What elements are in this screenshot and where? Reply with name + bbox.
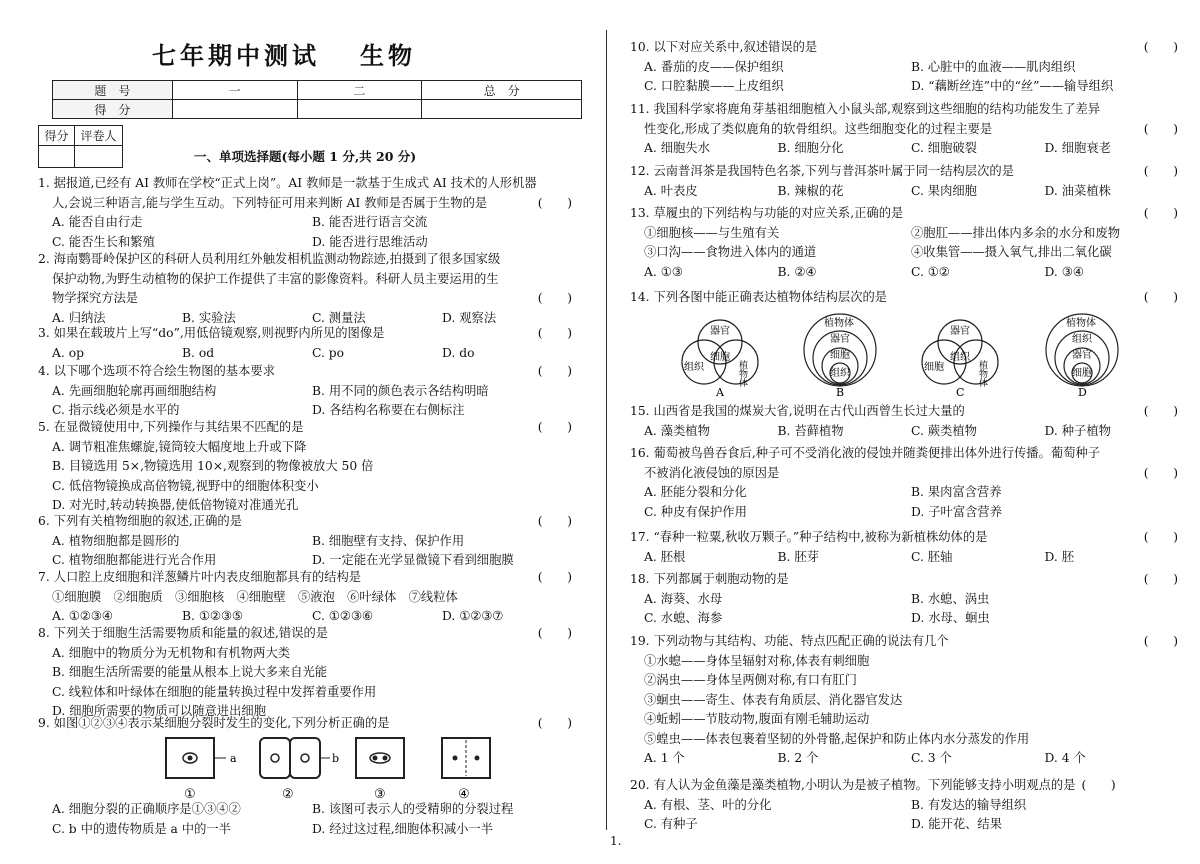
structure-levels-figure (680, 312, 1150, 400)
answer-paren[interactable]: ( ) (537, 326, 572, 340)
question-17 (630, 528, 1178, 567)
label-tissue: 组织 (950, 352, 970, 363)
score-cell: 一 (172, 81, 297, 100)
question-stem: ①细胞膜 ②细胞质 ③细胞核 ④细胞壁 ⑤液泡 ⑥叶绿体 ⑦线粒体 (52, 589, 458, 604)
label-plant: 植物体 (737, 360, 747, 387)
fig-label-1: ① (184, 787, 196, 802)
option-a[interactable]: A. 番茄的皮——保护组织 (644, 59, 784, 74)
question-stem: 11. 我国科学家将鹿角芽基祖细胞植入小鼠头部,观察到这些细胞的结构功能发生了差异 (630, 102, 1101, 116)
question-stem (630, 38, 1178, 58)
option-c[interactable]: C. 细胞破裂 (911, 141, 977, 155)
label-organ: 器官 (950, 326, 970, 337)
score-input-cell[interactable] (422, 100, 582, 119)
option-c[interactable]: C. 3 个 (911, 751, 952, 765)
option-d[interactable]: D. 各结构名称要在右侧标注 (312, 403, 465, 417)
answer-paren[interactable]: ( ) (1143, 290, 1178, 304)
option-b[interactable]: B. 有发达的输导组织 (911, 797, 1027, 812)
option-c[interactable]: C. b 中的遗传物质是 a 中的一半 (52, 821, 231, 836)
column-divider (606, 30, 607, 830)
stem-text: 20. 有人认为金鱼藻是藻类植物,小明认为是被子植物。下列能够支持小明观点的是 (630, 778, 1076, 792)
options (630, 548, 1178, 568)
option-b[interactable]: B. 苔藓植物 (777, 423, 844, 438)
option-a[interactable]: A. 细胞分裂的正确顺序是①③④② (52, 802, 241, 816)
option-a[interactable]: A. 有根、茎、叶的分化 (644, 797, 772, 812)
option-b[interactable]: B. ②④ (777, 264, 817, 279)
options (630, 590, 1178, 629)
question-stem (630, 204, 1178, 224)
stem-text: 15. 山西省是我国的煤炭大省,说明在古代山西曾生长过大量的 (630, 404, 965, 418)
diagram-a (682, 320, 758, 399)
statement-2: ②涡虫——身体呈两侧对称,有口有肛门 (644, 673, 857, 687)
question-11 (630, 100, 1178, 159)
stem-text: 13. 草履虫的下列结构与功能的对应关系,正确的是 (630, 206, 904, 220)
stem-text: 19. 下列动物与其结构、功能、特点匹配正确的说法有几个 (630, 634, 949, 648)
title-main: 七年期中测试 (152, 42, 320, 70)
answer-paren[interactable]: ( ) (1143, 121, 1178, 136)
option-b[interactable]: B. 能否进行语言交流 (312, 215, 428, 229)
label-cell: 细胞 (830, 350, 850, 361)
options (38, 382, 572, 421)
answer-paren[interactable]: ( ) (1143, 572, 1178, 586)
question-12 (630, 162, 1178, 201)
option-d[interactable]: D. 4 个 (1044, 751, 1086, 765)
question-14 (630, 288, 1178, 308)
question-stem (38, 568, 572, 588)
statement-4: ④收集管——摄入氧气,排出二氧化碳 (911, 245, 1112, 259)
question-10 (630, 38, 1178, 97)
option-d[interactable]: D. 子叶富含营养 (911, 504, 1003, 519)
score-input-cell[interactable] (172, 100, 297, 119)
options (630, 263, 1178, 283)
question-stem (630, 120, 1178, 140)
question-1 (38, 174, 572, 252)
question-7 (38, 568, 572, 627)
answer-paren[interactable]: ( ) (1081, 778, 1116, 792)
option-d[interactable]: D. 水母、蛔虫 (911, 611, 990, 625)
stem-text: 不被消化液侵蚀的原因是 (644, 465, 780, 480)
option-b[interactable]: B. 细胞生活所需要的能量从根本上说大多来自光能 (52, 665, 328, 679)
option-label-c[interactable]: C (956, 386, 965, 399)
exam-title (152, 36, 416, 71)
option-a[interactable]: A. op (52, 345, 84, 360)
option-a[interactable]: A. 归纳法 (52, 310, 106, 325)
option-c[interactable]: C. 口腔黏膜——上皮组织 (644, 79, 784, 93)
diagram-d (1046, 314, 1118, 399)
label-a: a (230, 752, 237, 765)
cell-stage-3 (356, 738, 404, 802)
option-c[interactable]: C. ①② (911, 264, 950, 279)
answer-paren[interactable]: ( ) (537, 195, 572, 210)
option-d[interactable]: D. 细胞衰老 (1044, 141, 1111, 155)
answer-paren[interactable]: ( ) (537, 291, 572, 305)
answer-paren[interactable]: ( ) (537, 420, 572, 434)
question-stem (38, 289, 572, 309)
option-label-b[interactable]: B (836, 386, 845, 399)
question-16 (630, 444, 1178, 522)
option-d[interactable]: D. 种子植物 (1044, 423, 1111, 438)
option-a[interactable]: A. 1 个 (644, 751, 685, 765)
option-label-d[interactable]: D (1078, 386, 1087, 399)
statement-1: ①水螅——身体呈辐射对称,体表有刺细胞 (644, 653, 870, 668)
options (38, 344, 572, 364)
question-stem (630, 402, 1178, 422)
option-a[interactable]: A. 胚能分裂和分化 (644, 485, 747, 499)
cell-stage-2 (260, 738, 339, 802)
grader-reviewer-label: 评卷人 (75, 126, 123, 146)
question-stem: 保护动物,为野生动植物的保护工作提供了丰富的影像资料。科研人员主要运用的生 (52, 271, 499, 286)
option-b[interactable]: B. 2 个 (777, 751, 819, 765)
label-plant: 植物体 (977, 360, 987, 387)
fig-label-3: ③ (374, 787, 386, 802)
question-stem (38, 714, 572, 734)
option-b[interactable]: B. 用不同的颜色表示各结构明暗 (312, 383, 489, 398)
score-table (52, 80, 582, 119)
stem-text: 10. 以下对应关系中,叙述错误的是 (630, 40, 818, 54)
stem-text: 9. 如图①②③④表示某细胞分裂时发生的变化,下列分析正确的是 (38, 716, 390, 730)
option-d[interactable]: D. 能开花、结果 (911, 817, 1003, 831)
statement-5: ⑤蝗虫——体表包裹着坚韧的外骨骼,起保护和防止体内水分蒸发的作用 (644, 731, 1030, 746)
question-2 (38, 250, 572, 328)
option-c[interactable]: C. 植物细胞都能进行光合作用 (52, 553, 217, 567)
question-stem (630, 570, 1178, 590)
option-d[interactable]: D. do (442, 345, 475, 360)
question-stem (630, 162, 1178, 182)
label-tissue: 组织 (1072, 334, 1092, 345)
stem-text: 17. “春种一粒粟,秋收万颗子。”种子结构中,被称为新植株幼体的是 (630, 530, 988, 544)
statement-3: ③蛔虫——寄生、体表有角质层、消化器官发达 (644, 692, 903, 707)
option-c[interactable]: C. 低倍物镜换成高倍物镜,视野中的细胞体积变小 (52, 478, 319, 493)
option-c[interactable]: C. 指示线必须是水平的 (52, 403, 180, 417)
option-d[interactable]: D. 油菜植株 (1044, 183, 1111, 198)
option-c[interactable]: C. 种皮有保护作用 (644, 504, 747, 519)
diagram-b (804, 314, 876, 399)
stem-text: 性变化,形成了类似鹿角的软骨组织。这些细胞变化的过程主要是 (644, 121, 993, 136)
statement-3: ③口沟——食物进入体内的通道 (644, 245, 817, 259)
option-c[interactable]: C. 能否生长和繁殖 (52, 234, 155, 249)
question-stem (630, 288, 1178, 308)
grader-box (38, 125, 123, 168)
option-b[interactable]: B. 水螅、涡虫 (911, 591, 990, 606)
stem-text: 3. 如果在载玻片上写“do”,用低倍镜观察,则视野内所见的图像是 (38, 326, 385, 340)
option-c[interactable]: C. 线粒体和叶绿体在细胞的能量转换过程中发挥着重要作用 (52, 684, 377, 699)
option-a[interactable]: A. 细胞失水 (644, 141, 710, 155)
option-b[interactable]: B. 辣椒的花 (777, 183, 844, 198)
stem-text: 物学探究方法是 (52, 291, 139, 305)
grader-score-label: 得分 (39, 126, 75, 146)
question-stem: 2. 海南鹦哥岭保护区的科研人员利用红外触发相机监测动物踪迹,拍摄到了很多国家级 (38, 252, 501, 266)
fig-label-4: ④ (458, 787, 470, 802)
question-stem (630, 528, 1178, 548)
question-13 (630, 204, 1178, 282)
answer-paren[interactable]: ( ) (537, 364, 572, 378)
label-tissue: 组织 (684, 362, 704, 373)
option-a[interactable]: A. 能否自由行走 (52, 215, 143, 229)
score-cell: 题 号 (53, 81, 173, 100)
stem-text: 12. 云南普洱茶是我国特色名茶,下列与普洱茶叶属于同一结构层次的是 (630, 164, 1014, 178)
option-label-a[interactable]: A (716, 386, 724, 399)
option-d[interactable]: D. 对光时,转动转换器,使低倍物镜对准通光孔 (52, 498, 299, 512)
question-stem (38, 324, 572, 344)
option-b[interactable]: B. 目镜选用 5×,物镜选用 10×,观察到的物像被放大 50 倍 (52, 459, 374, 473)
cell-division-figure (152, 734, 492, 802)
statements (630, 224, 1178, 263)
label-tissue: 组织 (830, 368, 850, 379)
stem-text: 14. 下列各图中能正确表达植物体结构层次的是 (630, 290, 888, 304)
option-d[interactable]: D. 一定能在光学显微镜下看到细胞膜 (312, 553, 514, 567)
label-plant: 植物体 (824, 318, 854, 329)
option-c[interactable]: C. 果肉细胞 (911, 183, 977, 198)
option-b[interactable]: B. 细胞壁有支持、保护作用 (312, 533, 465, 548)
question-3 (38, 324, 572, 363)
answer-paren[interactable]: ( ) (1143, 530, 1178, 544)
option-d[interactable]: D. 经过这过程,细胞体积减小一半 (312, 821, 494, 836)
answer-paren[interactable]: ( ) (1143, 634, 1178, 648)
stem-text: 6. 下列有关植物细胞的叙述,正确的是 (38, 514, 243, 528)
answer-paren[interactable]: ( ) (1143, 465, 1178, 480)
answer-paren[interactable]: ( ) (1143, 206, 1178, 220)
options (630, 483, 1178, 522)
option-a[interactable]: A. ①③ (644, 264, 683, 279)
option-b[interactable]: B. ①②③⑤ (182, 609, 243, 623)
score-input-cell[interactable] (297, 100, 422, 119)
option-a[interactable]: A. 先画细胞轮廓再画细胞结构 (52, 383, 217, 398)
option-b[interactable]: B. 实验法 (182, 310, 236, 325)
fig-label-2: ② (282, 787, 294, 802)
option-a[interactable]: A. 藻类植物 (644, 423, 710, 438)
option-b[interactable]: B. od (182, 345, 215, 360)
option-c[interactable]: C. 测量法 (312, 310, 366, 325)
label-organ: 器官 (830, 334, 850, 345)
stem-text: 18. 下列都属于刺胞动物的是 (630, 572, 789, 586)
option-d[interactable]: D. 细胞所需要的物质可以随意进出细胞 (52, 704, 266, 718)
options (38, 532, 572, 571)
cell-stage-1 (166, 738, 237, 802)
option-a[interactable]: A. 叶表皮 (644, 183, 698, 198)
question-stem (38, 512, 572, 532)
stem-text: 7. 人口腔上皮细胞和洋葱鳞片叶内表皮细胞都具有的结构是 (38, 570, 362, 584)
question-4 (38, 362, 572, 421)
option-b[interactable]: B. 细胞分化 (777, 141, 844, 155)
question-18 (630, 570, 1178, 629)
stem-text: 8. 下列关于细胞生活需要物质和能量的叙述,错误的是 (38, 626, 329, 640)
statement-2: ②胞肛——排出体内多余的水分和废物 (911, 225, 1121, 240)
label-organ: 器官 (710, 326, 730, 337)
question-stem (38, 194, 572, 214)
label-b: b (332, 752, 340, 765)
question-stem: 1. 据报道,已经有 AI 教师在学校“正式上岗”。AI 教师是一款基于生成式 AI 技术的人形机器 (38, 176, 537, 190)
label-cell: 细胞 (710, 352, 730, 363)
cell-stage-4 (442, 738, 490, 802)
answer-paren[interactable]: ( ) (1143, 404, 1178, 418)
options (38, 213, 572, 252)
question-stem: 16. 葡萄被鸟兽吞食后,种子可不受消化液的侵蚀并随粪便排出体外进行传播。葡萄种子 (630, 446, 1101, 460)
question-5 (38, 418, 572, 516)
stem-text: 5. 在显微镜使用中,下列操作与其结果不匹配的是 (38, 420, 304, 434)
question-stem (630, 776, 1178, 796)
option-d[interactable]: D. “藕断丝连”中的“丝”——输导组织 (911, 79, 1114, 93)
option-d[interactable]: D. 观察法 (442, 310, 497, 325)
question-stem (38, 624, 572, 644)
option-b[interactable]: B. 胚芽 (777, 549, 819, 564)
label-plant: 植物体 (1066, 318, 1096, 329)
diagram-c (922, 320, 998, 399)
question-8 (38, 624, 572, 722)
option-b[interactable]: B. 心脏中的血液——肌肉组织 (911, 59, 1076, 74)
score-cell: 总 分 (422, 81, 582, 100)
option-d[interactable]: D. 胚 (1044, 549, 1075, 564)
option-a[interactable]: A. 胚根 (644, 549, 686, 564)
option-c[interactable]: C. 有种子 (644, 817, 698, 831)
option-c[interactable]: C. 蕨类植物 (911, 423, 977, 438)
question-9 (38, 714, 572, 734)
statement-1: ①细胞核——与生殖有关 (644, 225, 780, 240)
options (630, 182, 1178, 202)
option-d[interactable]: D. ③④ (1044, 264, 1084, 279)
question-19 (630, 632, 1178, 769)
option-a[interactable]: A. 植物细胞都是圆形的 (52, 533, 180, 548)
option-c[interactable]: C. 胚轴 (911, 549, 953, 564)
option-a[interactable]: A. 细胞中的物质分为无机物和有机物两大类 (52, 645, 291, 660)
section-title: 一、单项选择题(每小题 1 分,共 20 分) (194, 149, 417, 164)
option-d[interactable]: D. 能否进行思维活动 (312, 234, 428, 249)
option-b[interactable]: B. 该图可表示人的受精卵的分裂过程 (312, 802, 514, 816)
question-20 (630, 776, 1178, 835)
question-stem (38, 418, 572, 438)
question-6 (38, 512, 572, 571)
option-a[interactable]: A. 调节粗准焦螺旋,镜筒较大幅度地上升或下降 (52, 439, 307, 454)
option-d[interactable]: D. ①②③⑦ (442, 609, 504, 623)
answer-paren[interactable]: ( ) (537, 570, 572, 584)
option-c[interactable]: C. 水螅、海参 (644, 611, 723, 625)
statement-4: ④蚯蚓——节肢动物,腹面有刚毛辅助运动 (644, 712, 870, 726)
question-stem (630, 464, 1178, 484)
answer-paren[interactable]: ( ) (1143, 40, 1178, 54)
stem-text: 4. 以下哪个选项不符合绘生物图的基本要求 (38, 364, 275, 378)
label-organ: 器官 (1072, 350, 1092, 361)
question-15 (630, 402, 1178, 441)
stem-text: 人,会说三种语言,能与学生互动。下列特征可用来判断 AI 教师是否属于生物的是 (52, 195, 488, 210)
score-cell: 得 分 (53, 100, 173, 119)
grader-score-cell[interactable] (39, 146, 75, 168)
options (630, 796, 1178, 835)
label-cell: 细胞 (1072, 368, 1092, 379)
options (52, 800, 572, 839)
options (630, 58, 1178, 97)
options (630, 139, 1178, 159)
option-b[interactable]: B. 果肉富含营养 (911, 485, 1002, 499)
option-a[interactable]: A. ①②③④ (52, 609, 113, 623)
answer-paren[interactable]: ( ) (537, 716, 572, 730)
answer-paren[interactable]: ( ) (1143, 164, 1178, 178)
score-cell: 二 (297, 81, 422, 100)
option-c[interactable]: C. ①②③⑥ (312, 609, 373, 623)
page-number: 1. (610, 834, 622, 848)
options (630, 422, 1178, 442)
options (630, 749, 1178, 769)
label-cell: 细胞 (924, 362, 944, 373)
title-subject: 生物 (360, 42, 416, 70)
option-c[interactable]: C. po (312, 345, 345, 360)
option-a[interactable]: A. 海葵、水母 (644, 591, 723, 606)
question-stem (630, 632, 1178, 652)
answer-paren[interactable]: ( ) (537, 514, 572, 528)
grader-reviewer-cell[interactable] (75, 146, 123, 168)
answer-paren[interactable]: ( ) (537, 626, 572, 640)
question-stem (38, 362, 572, 382)
question-9-options (52, 800, 572, 839)
